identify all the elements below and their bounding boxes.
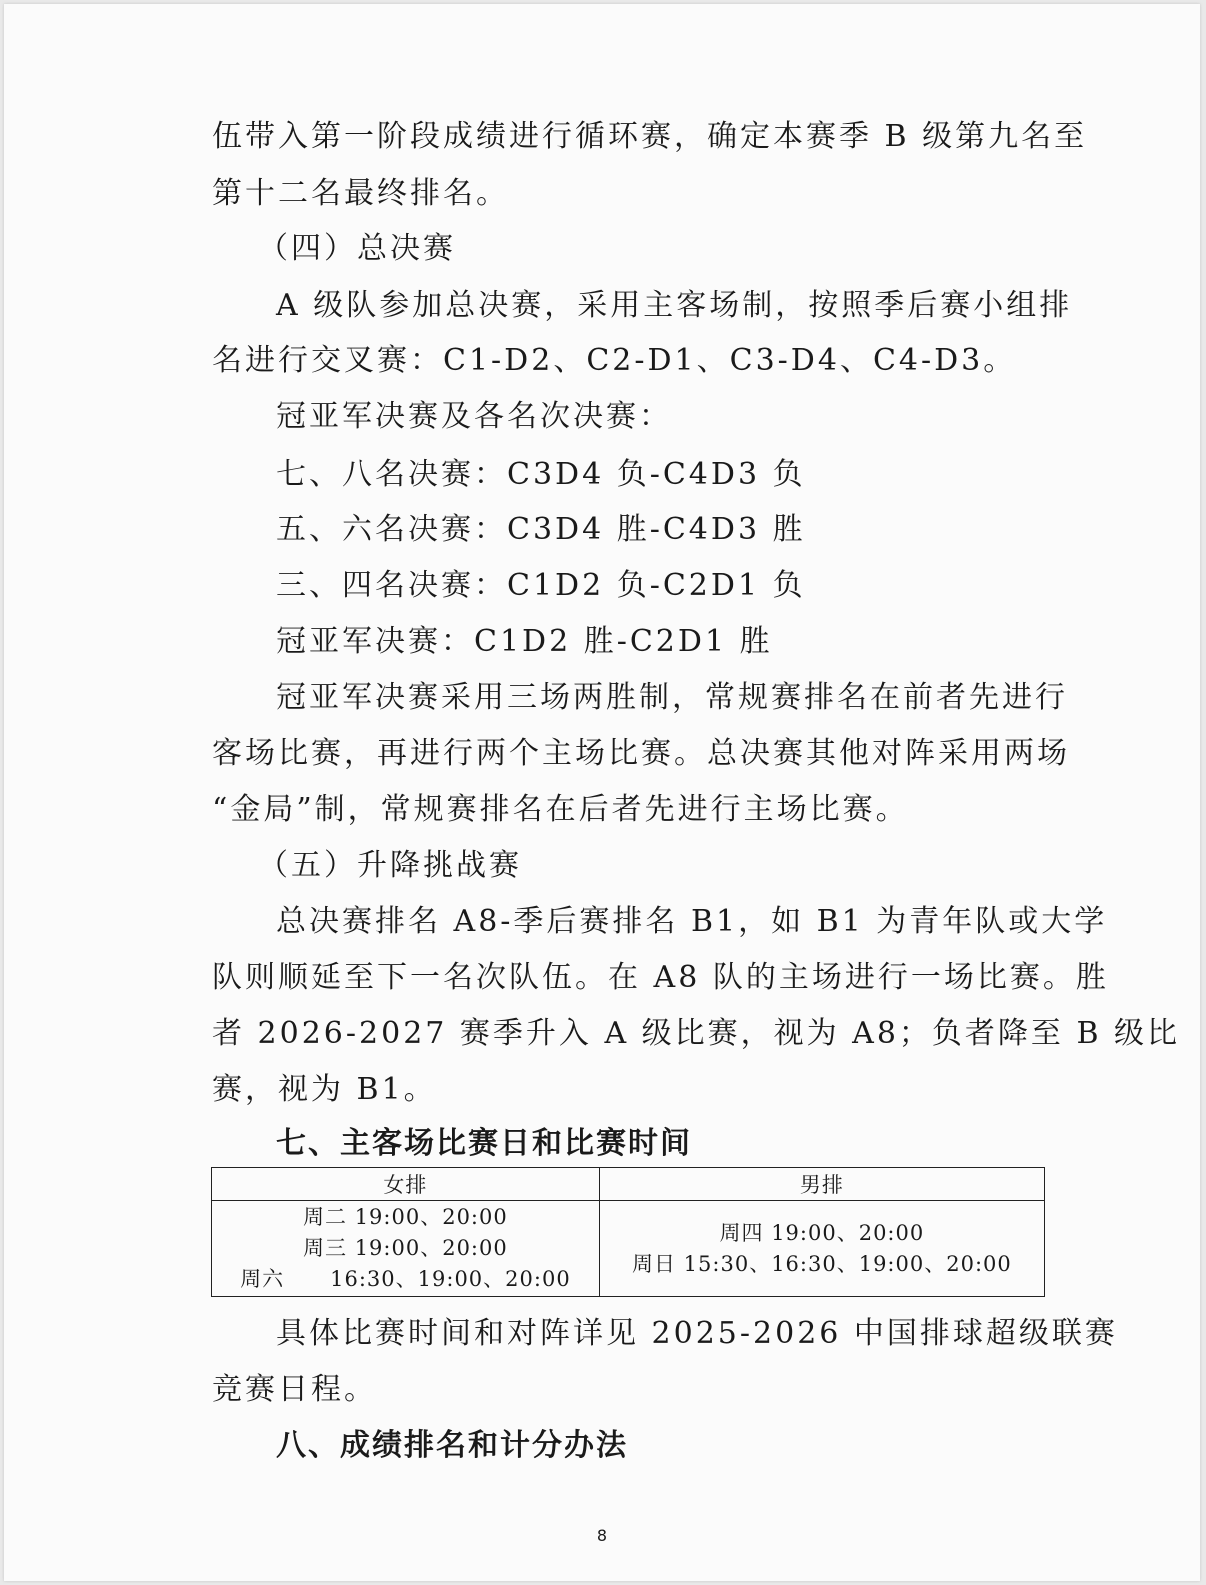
- section-heading-5: （五）升降挑战赛: [258, 848, 522, 883]
- women-time-line: 周二 19:00、20:00: [303, 1205, 508, 1229]
- paragraph-line: 总决赛排名 A8-季后赛排名 B1，如 B1 为青年队或大学: [276, 904, 1108, 939]
- schedule-table: [211, 1167, 1045, 1297]
- paragraph-line: 名进行交叉赛：C1-D2、C2-D1、C3-D4、C4-D3。: [212, 343, 1017, 378]
- document-page: [4, 4, 1200, 1581]
- table-header-row: [212, 1168, 1045, 1201]
- page-number: 8: [596, 1526, 608, 1545]
- section-heading-7: 七、主客场比赛日和比赛时间: [276, 1126, 692, 1161]
- paragraph-line: 伍带入第一阶段成绩进行循环赛，确定本赛季 B 级第九名至: [212, 119, 1088, 154]
- paragraph-line: 冠亚军决赛及各名次决赛：: [276, 399, 672, 434]
- women-times-cell: [212, 1201, 600, 1297]
- men-times-cell: [599, 1201, 1044, 1297]
- paragraph-line: 赛，视为 B1。: [212, 1072, 437, 1107]
- women-time-line: 周六 16:30、19:00、20:00: [240, 1267, 571, 1291]
- paragraph-line: 三、四名决赛：C1D2 负-C2D1 负: [276, 568, 806, 603]
- table-row: [212, 1201, 1045, 1297]
- men-time-line: 周日 15:30、16:30、19:00、20:00: [632, 1251, 1012, 1276]
- section-heading-8: 八、成绩排名和计分办法: [276, 1428, 628, 1463]
- paragraph-line: “金局”制，常规赛排名在后者先进行主场比赛。: [212, 792, 909, 827]
- column-header-women: 女排: [212, 1168, 600, 1201]
- men-time-line: 周四 19:00、20:00: [719, 1220, 925, 1245]
- paragraph-line: 队则顺延至下一名次队伍。在 A8 队的主场进行一场比赛。胜: [212, 960, 1109, 995]
- paragraph-line: 冠亚军决赛：C1D2 胜-C2D1 胜: [276, 624, 773, 659]
- women-time-line: 周三 19:00、20:00: [303, 1236, 508, 1260]
- paragraph-line: 具体比赛时间和对阵详见 2025-2026 中国排球超级联赛: [276, 1316, 1118, 1351]
- column-header-men: 男排: [599, 1168, 1044, 1201]
- paragraph-line: 者 2026-2027 赛季升入 A 级比赛，视为 A8；负者降至 B 级比: [212, 1016, 1181, 1051]
- paragraph-line: 七、八名决赛：C3D4 负-C4D3 负: [276, 457, 806, 492]
- paragraph-line: 竞赛日程。: [212, 1372, 377, 1407]
- paragraph-line: A 级队参加总决赛，采用主客场制，按照季后赛小组排: [276, 288, 1073, 323]
- paragraph-line: 五、六名决赛：C3D4 胜-C4D3 胜: [276, 512, 806, 547]
- paragraph-line: 冠亚军决赛采用三场两胜制，常规赛排名在前者先进行: [276, 680, 1068, 715]
- section-heading-4: （四）总决赛: [258, 231, 456, 266]
- paragraph-line: 第十二名最终排名。: [212, 176, 509, 211]
- paragraph-line: 客场比赛，再进行两个主场比赛。总决赛其他对阵采用两场: [212, 736, 1070, 771]
